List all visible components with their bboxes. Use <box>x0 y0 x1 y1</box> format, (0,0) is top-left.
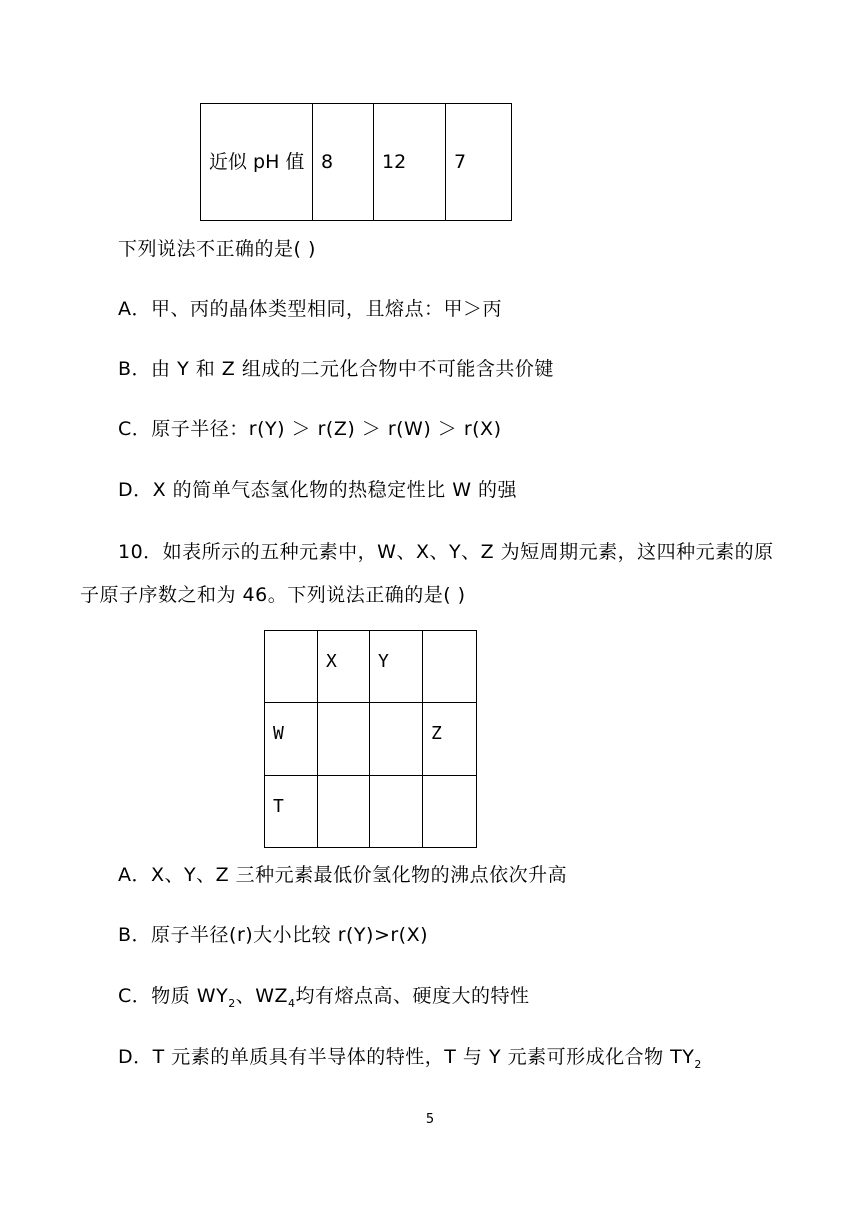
periodic-cell <box>370 775 423 847</box>
periodic-cell: W <box>265 703 318 775</box>
subscript: 4 <box>288 996 296 1010</box>
periodic-cell <box>423 775 477 847</box>
q10-option-a: A．X、Y、Z 三种元素最低价氢化物的沸点依次升高 <box>118 864 568 886</box>
periodic-cell: Y <box>370 631 423 703</box>
ph-value-cell: 12 <box>374 104 446 221</box>
ph-value-cell: 8 <box>313 104 374 221</box>
periodic-cell: T <box>265 775 318 847</box>
periodic-cell <box>370 703 423 775</box>
q10-option-d-prefix: D．T 元素的单质具有半导体的特性，T 与 Y 元素可形成化合物 TY <box>118 1046 695 1068</box>
periodic-cell <box>318 703 370 775</box>
subscript: 2 <box>228 996 236 1010</box>
q10-option-c-mid: 、WZ <box>235 985 289 1007</box>
q10-option-c-suffix: 均有熔点高、硬度大的特性 <box>295 985 530 1007</box>
q10-option-b: B．原子半径(r)大小比较 r(Y)>r(X) <box>118 924 429 946</box>
q10-option-c-prefix: C．物质 WY <box>118 985 229 1007</box>
subscript: 2 <box>694 1057 702 1071</box>
periodic-cell: Z <box>423 703 477 775</box>
q9-option-d: D．X 的简单气态氢化物的热稳定性比 W 的强 <box>118 479 518 501</box>
periodic-cell <box>318 775 370 847</box>
q10-option-c <box>118 981 530 1010</box>
ph-label-cell: 近似 pH 值 <box>201 104 313 221</box>
q9-option-a: A．甲、丙的晶体类型相同，且熔点：甲＞丙 <box>118 298 502 320</box>
periodic-cell <box>265 631 318 703</box>
q9-option-c: C．原子半径：r(Y) ＞ r(Z) ＞ r(W) ＞ r(X) <box>118 418 502 440</box>
page-number: 5 <box>425 1112 435 1127</box>
q10-stem-line2: 子原子序数之和为 46。下列说法正确的是( ) <box>80 584 466 606</box>
q9-option-b: B．由 Y 和 Z 组成的二元化合物中不可能含共价键 <box>118 358 554 380</box>
ph-table <box>200 103 512 221</box>
q10-stem-line1: 10．如表所示的五种元素中，W、X、Y、Z 为短周期元素，这四种元素的原 <box>118 541 774 563</box>
periodic-cell: X <box>318 631 370 703</box>
periodic-cell <box>423 631 477 703</box>
q10-option-d <box>118 1042 702 1071</box>
ph-value-cell: 7 <box>446 104 512 221</box>
q9-stem: 下列说法不正确的是( ) <box>118 238 316 260</box>
periodic-table <box>264 630 477 848</box>
